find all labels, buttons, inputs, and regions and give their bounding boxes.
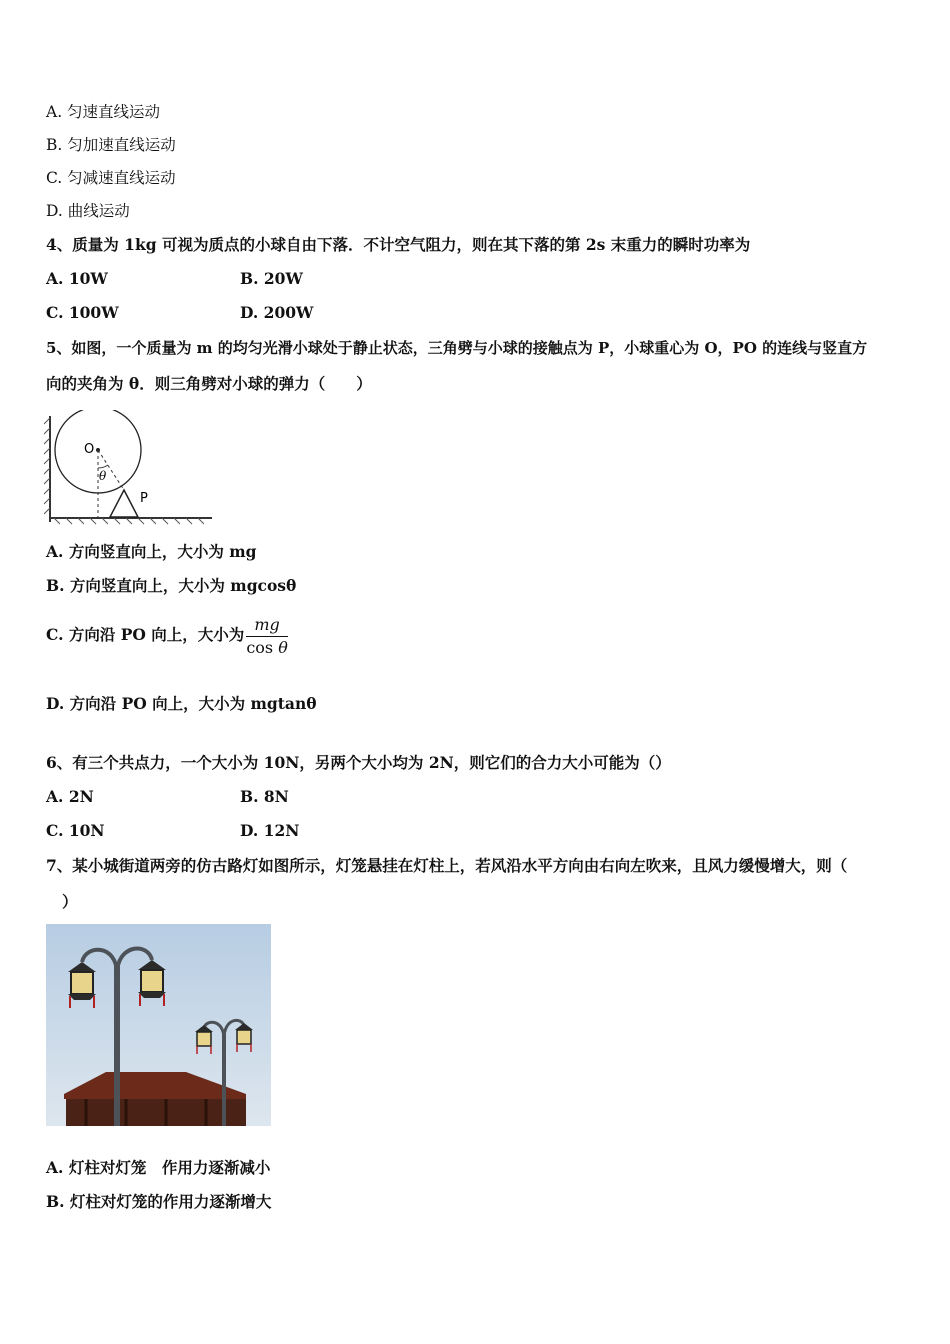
q4-option-b[interactable]: B. 20W: [240, 269, 303, 288]
q4-stem: 4、质量为 1kg 可视为质点的小球自由下落．不计空气阻力，则在其下落的第 2s 末重力的瞬时功率为: [46, 235, 751, 254]
q5-stem-line1: 5、如图，一个质量为 m 的均匀光滑小球处于静止状态，三角劈与小球的接触点为 P，小球重心为 O，PO 的连线与竖直方: [46, 339, 868, 357]
q3-option-c[interactable]: C. 匀减速直线运动: [46, 169, 176, 187]
wedge-triangle: [110, 490, 138, 517]
q3-option-b[interactable]: B. 匀加速直线运动: [46, 136, 176, 154]
q4-option-d[interactable]: D. 200W: [240, 303, 314, 322]
q6-option-a[interactable]: A. 2N: [46, 787, 94, 806]
label-o: O: [84, 442, 95, 457]
q4-option-c[interactable]: C. 100W: [46, 303, 119, 322]
q7-stem-line2: ）: [62, 892, 78, 911]
fraction-numerator: mg: [246, 616, 288, 637]
q7-option-b[interactable]: B. 灯柱对灯笼的作用力逐渐增大: [46, 1192, 272, 1211]
q6-stem: 6、有三个共点力，一个大小为 10N，另两个大小均为 2N，则它们的合力大小可能为（）: [46, 753, 671, 772]
q3-option-a[interactable]: A. 匀速直线运动: [46, 103, 161, 121]
q6-option-d[interactable]: D. 12N: [240, 821, 300, 840]
q6-option-c[interactable]: C. 10N: [46, 821, 105, 840]
q5-option-c[interactable]: [46, 612, 288, 658]
fraction-denominator: cos θ: [246, 637, 288, 657]
q5-stem-line2: 向的夹角为 θ．则三角劈对小球的弹力（ ）: [46, 374, 372, 393]
label-theta: θ: [99, 469, 107, 483]
label-p: P: [140, 491, 148, 506]
q5-option-c-prefix: C. 方向沿 PO 向上，大小为: [46, 625, 245, 644]
q7-street-lamp-photo: [46, 924, 271, 1126]
q7-stem-line1: 7、某小城街道两旁的仿古路灯如图所示，灯笼悬挂在灯柱上，若风沿水平方向由右向左吹来，且风力缓慢增大，则（: [46, 856, 848, 875]
q3-option-d[interactable]: D. 曲线运动: [46, 202, 130, 220]
q5-ball-wedge-figure: [44, 410, 216, 526]
q5-option-d[interactable]: D. 方向沿 PO 向上，大小为 mgtanθ: [46, 694, 317, 713]
q5-option-a[interactable]: A. 方向竖直向上，大小为 mg: [46, 542, 257, 561]
q7-option-a[interactable]: A. 灯柱对灯笼 作用力逐渐减小: [46, 1158, 271, 1177]
q5-option-b[interactable]: B. 方向竖直向上，大小为 mgcosθ: [46, 576, 297, 595]
q4-option-a[interactable]: A. 10W: [46, 269, 108, 288]
q6-option-b[interactable]: B. 8N: [240, 787, 289, 806]
fraction-mg-over-cos: [246, 616, 288, 657]
